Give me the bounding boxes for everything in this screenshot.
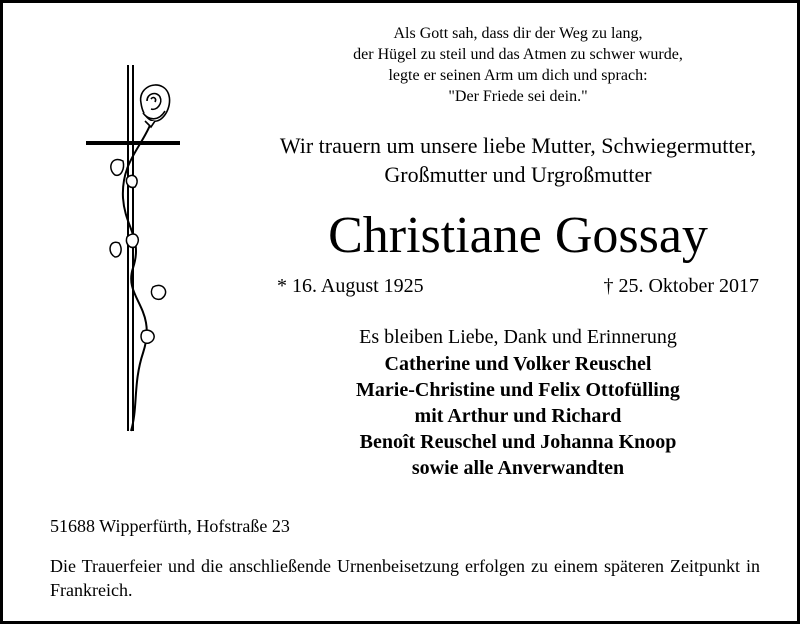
intro-line: Großmutter und Urgroßmutter (384, 162, 652, 187)
mourner-line: sowie alle Anverwandten (411, 457, 625, 479)
poem (303, 23, 733, 107)
mourners-list (303, 351, 733, 481)
death-date: † 25. Oktober 2017 (603, 275, 759, 297)
birth-date: * 16. August 1925 (277, 275, 424, 297)
address: 51688 Wipperfürth, Hofstraße 23 (50, 516, 290, 536)
life-dates (277, 273, 759, 299)
mourner-line: mit Arthur und Richard (414, 405, 622, 427)
mourning-intro (271, 131, 765, 189)
deceased-name: Christiane Gossay (328, 207, 708, 264)
remembrance-line: Es bleiben Liebe, Dank und Erinnerung (359, 326, 677, 348)
mourner-line: Marie-Christine und Felix Ottofülling (356, 379, 680, 401)
poem-line: "Der Friede sei dein." (448, 88, 588, 105)
poem-line: Als Gott sah, dass dir der Weg zu lang, (393, 25, 643, 42)
poem-line: der Hügel zu steil und das Atmen zu schwer wurde, (353, 46, 683, 63)
mourner-line: Catherine und Volker Reuschel (384, 353, 652, 375)
mourner-line: Benoît Reuschel und Johanna Knoop (359, 431, 677, 453)
poem-line: legte er seinen Arm um dich und sprach: (388, 67, 648, 84)
cross-with-rose-icon (83, 63, 193, 433)
ceremony-notice: Die Trauerfeier und die anschließende Urnenbeisetzung erfolgen zu einem späteren Zeitpunkt in Frankreich. (50, 556, 760, 600)
intro-line: Wir trauern um unsere liebe Mutter, Schwiegermutter, (279, 133, 757, 158)
